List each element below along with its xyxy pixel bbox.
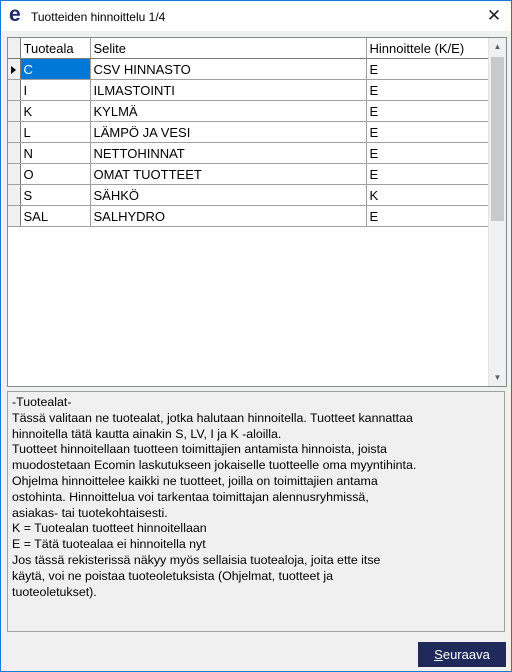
- scroll-thumb[interactable]: [491, 57, 504, 221]
- cell-tuoteala[interactable]: S: [20, 185, 90, 206]
- cell-hinnoittele[interactable]: K: [366, 185, 488, 206]
- help-line: Tässä valitaan ne tuotealat, jotka halutaan hinnoitella. Tuotteet kannattaa: [12, 410, 413, 425]
- next-button-accelerator: S: [434, 647, 443, 662]
- table-row[interactable]: [8, 59, 488, 80]
- table-row[interactable]: [8, 206, 488, 227]
- cell-tuoteala[interactable]: SAL: [20, 206, 90, 227]
- table-row[interactable]: [8, 185, 488, 206]
- row-selector-current[interactable]: [8, 59, 20, 80]
- scroll-up-arrow-icon[interactable]: ▲: [493, 42, 502, 51]
- cell-hinnoittele[interactable]: E: [366, 80, 488, 101]
- window-title: Tuotteiden hinnoittelu 1/4: [31, 10, 166, 24]
- help-line: K = Tuotealan tuotteet hinnoitellaan: [12, 521, 207, 536]
- cell-hinnoittele[interactable]: E: [366, 206, 488, 227]
- cell-selite[interactable]: SÄHKÖ: [90, 185, 366, 206]
- vertical-scrollbar[interactable]: [488, 38, 506, 386]
- help-line: Jos tässä rekisterissä näkyy myös sellaisia tuotealoja, joita ette itse: [12, 552, 381, 567]
- cell-hinnoittele[interactable]: E: [366, 143, 488, 164]
- cell-selite[interactable]: LÄMPÖ JA VESI: [90, 122, 366, 143]
- grid-header-row: [8, 38, 488, 59]
- app-logo-icon: e: [9, 3, 21, 26]
- cell-selite[interactable]: OMAT TUOTTEET: [90, 164, 366, 185]
- next-button-label: euraava: [442, 647, 490, 662]
- column-header-selite[interactable]: Selite: [90, 38, 366, 59]
- cell-hinnoittele[interactable]: E: [366, 164, 488, 185]
- row-selector[interactable]: [8, 143, 20, 164]
- row-selector[interactable]: [8, 206, 20, 227]
- cell-tuoteala[interactable]: O: [20, 164, 90, 185]
- scroll-down-arrow-icon[interactable]: ▼: [493, 373, 502, 382]
- cell-selite[interactable]: KYLMÄ: [90, 101, 366, 122]
- cell-selite[interactable]: CSV HINNASTO: [90, 59, 366, 80]
- column-header-tuoteala[interactable]: Tuoteala: [20, 38, 90, 59]
- help-line: tuoteoletukset).: [12, 584, 97, 599]
- row-selector[interactable]: [8, 80, 20, 101]
- cell-tuoteala[interactable]: K: [20, 101, 90, 122]
- help-line: käytä, voi ne poistaa tuoteoletuksista (Ohjelmat, tuotteet ja: [12, 568, 333, 583]
- title-bar: [1, 1, 511, 31]
- help-line: Ohjelma hinnoittelee kaikki ne tuotteet, joilla on toimittajien antama: [12, 473, 378, 488]
- table-row[interactable]: [8, 164, 488, 185]
- cell-hinnoittele[interactable]: E: [366, 59, 488, 80]
- column-header-hinnoittele[interactable]: Hinnoittele (K/E): [366, 38, 488, 59]
- help-text-panel: [7, 391, 505, 632]
- help-line: hinnoitella tätä kautta ainakin S, LV, I ja K -aloilla.: [12, 426, 282, 441]
- grid-table: [8, 38, 489, 227]
- cell-selite[interactable]: NETTOHINNAT: [90, 143, 366, 164]
- next-button[interactable]: [418, 642, 506, 667]
- cell-hinnoittele[interactable]: E: [366, 122, 488, 143]
- table-row[interactable]: [8, 122, 488, 143]
- help-line: ostohinta. Hinnoittelua voi tarkentaa toimittajan alennusryhmissä,: [12, 489, 369, 504]
- product-area-grid[interactable]: [7, 37, 507, 387]
- cell-hinnoittele[interactable]: E: [366, 101, 488, 122]
- help-line: Tuotteet hinnoitellaan tuotteen toimittajien antamista hinnoista, joista: [12, 442, 387, 457]
- cell-selite[interactable]: ILMASTOINTI: [90, 80, 366, 101]
- row-selector[interactable]: [8, 122, 20, 143]
- cell-tuoteala[interactable]: C: [20, 59, 90, 80]
- row-selector[interactable]: [8, 164, 20, 185]
- row-selector[interactable]: [8, 101, 20, 122]
- table-row[interactable]: [8, 80, 488, 101]
- cell-tuoteala[interactable]: L: [20, 122, 90, 143]
- cell-selite[interactable]: SALHYDRO: [90, 206, 366, 227]
- help-line: E = Tätä tuotealaa ei hinnoitella nyt: [12, 537, 206, 552]
- help-line: -Tuotealat-: [12, 395, 72, 409]
- row-selector[interactable]: [8, 185, 20, 206]
- header-corner: [8, 38, 20, 59]
- cell-tuoteala[interactable]: N: [20, 143, 90, 164]
- current-row-pointer-icon: [11, 66, 16, 74]
- help-line: asiakas- tai tuotekohtaisesti.: [12, 505, 168, 520]
- table-row[interactable]: [8, 101, 488, 122]
- cell-tuoteala[interactable]: I: [20, 80, 90, 101]
- table-row[interactable]: [8, 143, 488, 164]
- close-button[interactable]: ✕: [486, 6, 502, 25]
- help-line: muodostetaan Ecomin laskutukseen jokaiselle tuotteelle oma myyntihinta.: [12, 458, 417, 473]
